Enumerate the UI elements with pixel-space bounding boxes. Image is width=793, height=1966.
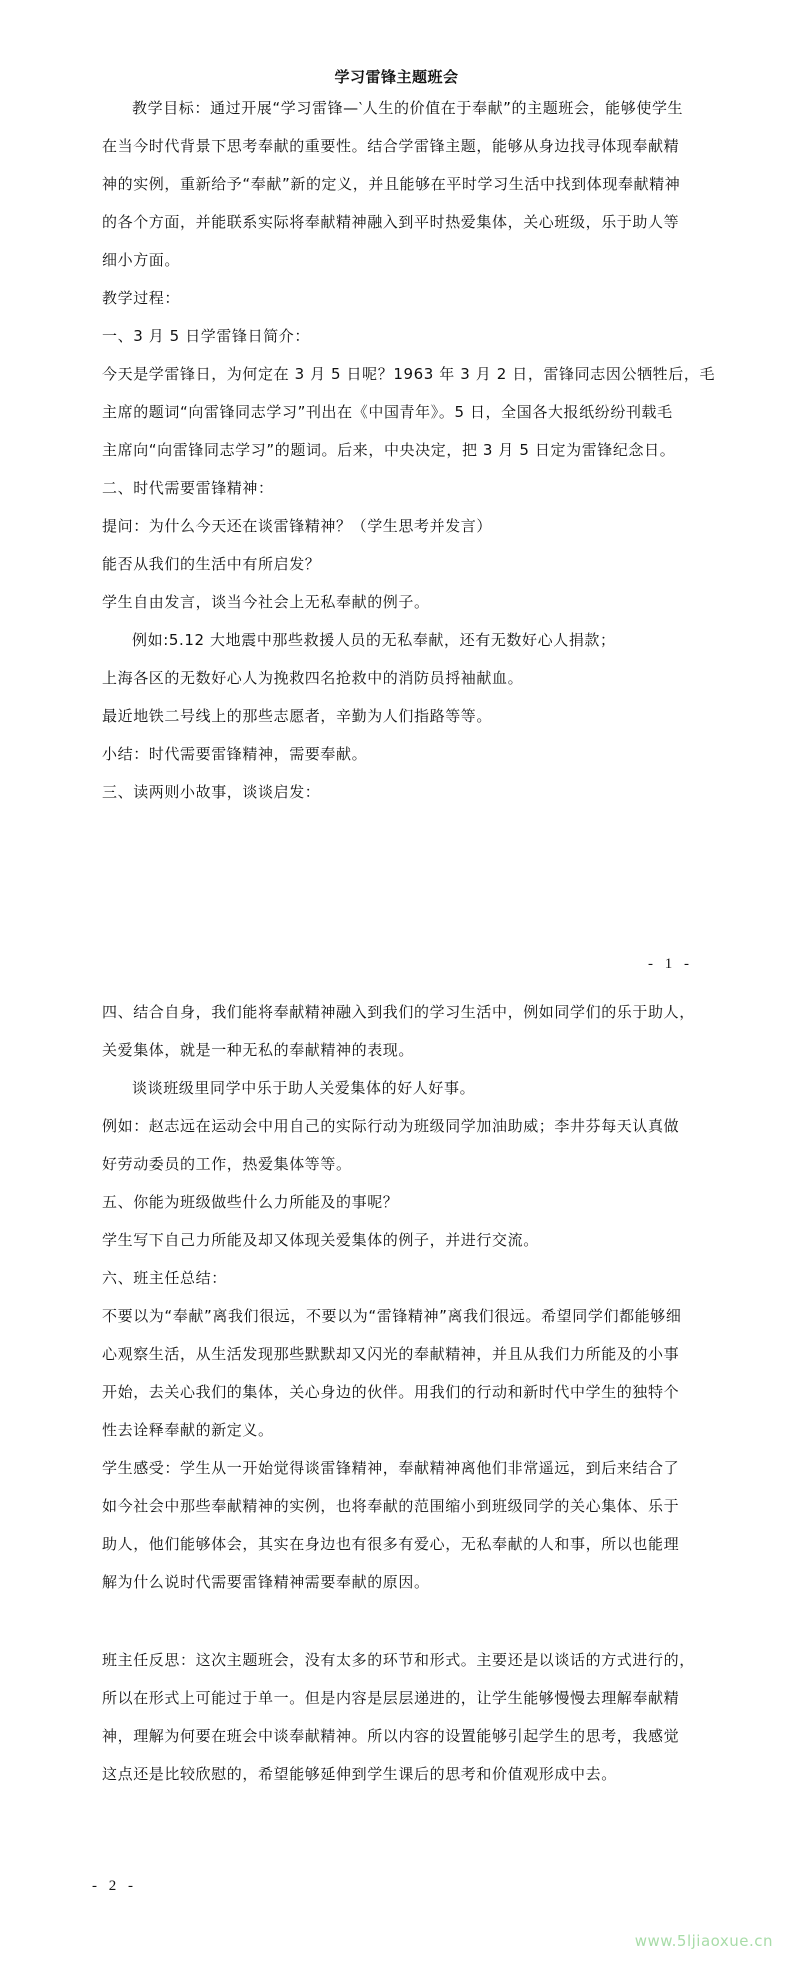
paragraph-line: 助人，他们能够体会，其实在身边也有很多有爱心，无私奉献的人和事，所以也能理 <box>102 1535 680 1553</box>
paragraph-line: 例如：赵志远在运动会中用自己的实际行动为班级同学加油助威；李井芬每天认真做 <box>102 1117 680 1135</box>
paragraph-line: 谈谈班级里同学中乐于助人关爱集体的好人好事。 <box>132 1079 476 1097</box>
page-number: - 1 - <box>648 956 693 972</box>
section-heading: 教学过程： <box>102 289 181 307</box>
site-watermark: www.5ljiaoxue.cn <box>634 1932 773 1950</box>
paragraph-line: 例如:5.12 大地震中那些救援人员的无私奉献，还有无数好心人捐款； <box>132 631 616 649</box>
section-heading: 一、3 月 5 日学雷锋日简介： <box>102 327 310 345</box>
paragraph-line: 学生写下自己力所能及却又体现关爱集体的例子，并进行交流。 <box>102 1231 539 1249</box>
paragraph-line: 关爱集体，就是一种无私的奉献精神的表现。 <box>102 1041 415 1059</box>
paragraph-line: 心观察生活，从生活发现那些默默却又闪光的奉献精神，并且从我们力所能及的小事 <box>102 1345 680 1363</box>
paragraph-line: 如今社会中那些奉献精神的实例，也将奉献的范围缩小到班级同学的关心集体、乐于 <box>102 1497 680 1515</box>
paragraph-line: 能否从我们的生活中有所启发？ <box>102 555 321 573</box>
paragraph-line: 主席向“向雷锋同志学习”的题词。后来，中央决定，把 3 月 5 日定为雷锋纪念日。 <box>102 441 676 459</box>
paragraph-line: 好劳动委员的工作，热爱集体等等。 <box>102 1155 352 1173</box>
paragraph-line: 不要以为“奉献”离我们很远，不要以为“雷锋精神”离我们很远。希望同学们都能够细 <box>102 1307 682 1325</box>
paragraph-line: 神，理解为何要在班会中谈奉献精神。所以内容的设置能够引起学生的思考，我感觉 <box>102 1727 680 1745</box>
document-title: 学习雷锋主题班会 <box>334 68 459 86</box>
section-heading: 六、班主任总结： <box>102 1269 227 1287</box>
section-heading: 三、读两则小故事，谈谈启发： <box>102 783 321 801</box>
paragraph-line: 今天是学雷锋日，为何定在 3 月 5 日呢？1963 年 3 月 2 日，雷锋同志因公牺牲后，毛 <box>102 365 716 383</box>
paragraph-line: 班主任反思：这次主题班会，没有太多的环节和形式。主要还是以谈话的方式进行的， <box>102 1651 695 1669</box>
paragraph-line: 主席的题词“向雷锋同志学习”刊出在《中国青年》。5 日，全国各大报纸纷纷刊载毛 <box>102 403 673 421</box>
section-heading: 四、结合自身，我们能将奉献精神融入到我们的学习生活中，例如同学们的乐于助人， <box>102 1003 695 1021</box>
paragraph-line: 所以在形式上可能过于单一。但是内容是层层递进的，让学生能够慢慢去理解奉献精 <box>102 1689 680 1707</box>
section-heading: 二、时代需要雷锋精神： <box>102 479 274 497</box>
paragraph-line: 的各个方面，并能联系实际将奉献精神融入到平时热爱集体，关心班级，乐于助人等 <box>102 213 680 231</box>
paragraph-line: 细小方面。 <box>102 251 181 269</box>
paragraph-line: 这点还是比较欣慰的，希望能够延伸到学生课后的思考和价值观形成中去。 <box>102 1765 617 1783</box>
paragraph-line: 神的实例，重新给予“奉献”新的定义，并且能够在平时学习生活中找到体现奉献精神 <box>102 175 681 193</box>
paragraph-line: 开始，去关心我们的集体，关心身边的伙伴。用我们的行动和新时代中学生的独特个 <box>102 1383 680 1401</box>
paragraph-line: 提问：为什么今天还在谈雷锋精神？（学生思考并发言） <box>102 517 493 535</box>
paragraph-line: 学生自由发言，谈当今社会上无私奉献的例子。 <box>102 593 430 611</box>
paragraph-line: 性去诠释奉献的新定义。 <box>102 1421 274 1439</box>
paragraph-line: 小结：时代需要雷锋精神，需要奉献。 <box>102 745 368 763</box>
section-heading: 五、你能为班级做些什么力所能及的事呢？ <box>102 1193 399 1211</box>
paragraph-line: 上海各区的无数好心人为挽救四名抢救中的消防员捋袖献血。 <box>102 669 524 687</box>
page-number: - 2 - <box>92 1878 137 1894</box>
paragraph-line: 解为什么说时代需要雷锋精神需要奉献的原因。 <box>102 1573 430 1591</box>
paragraph-line: 学生感受：学生从一开始觉得谈雷锋精神，奉献精神离他们非常遥远，到后来结合了 <box>102 1459 680 1477</box>
paragraph-line: 最近地铁二号线上的那些志愿者，辛勤为人们指路等等。 <box>102 707 493 725</box>
paragraph-line: 在当今时代背景下思考奉献的重要性。结合学雷锋主题，能够从身边找寻体现奉献精 <box>102 137 680 155</box>
paragraph-line: 教学目标：通过开展“学习雷锋—‵人生的价值在于奉献”的主题班会，能够使学生 <box>132 99 684 117</box>
